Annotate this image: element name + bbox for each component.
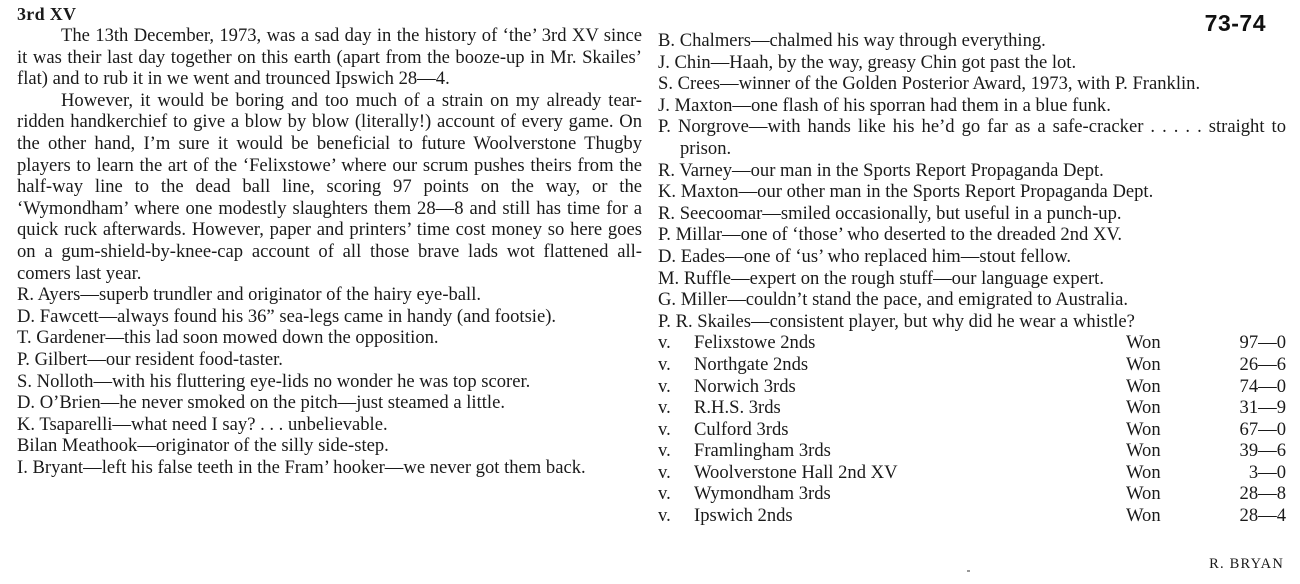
player-entry: P. Norgrove—with hands like his he’d go far as a safe-cracker . . . . . straight to prison. <box>658 116 1286 159</box>
match-result: Won <box>1126 375 1161 397</box>
result-row <box>658 462 1286 484</box>
versus-label: v. <box>658 375 671 397</box>
player-entry: K. Tsaparelli—what need I say? . . . unbelievable. <box>17 413 388 435</box>
match-score: 28—4 <box>1239 505 1286 527</box>
player-entry: B. Chalmers—chalmed his way through everything. <box>658 30 1046 51</box>
match-score: 39—6 <box>1239 440 1286 462</box>
player-entry: D. Fawcett—always found his 36” sea-legs came in handy (and footsie). <box>17 305 557 327</box>
match-score: 3—0 <box>1248 461 1286 483</box>
player-entry: D. O’Brien—he never smoked on the pitch—just steamed a little. <box>17 392 505 414</box>
player-entry: R. Ayers—superb trundler and originator of the hairy eye-ball. <box>17 284 482 306</box>
match-score: 28—8 <box>1239 483 1286 505</box>
match-result: Won <box>1126 418 1161 440</box>
result-row <box>658 354 1286 376</box>
match-score: 26—6 <box>1239 353 1286 375</box>
player-entry: R. Seecoomar—smiled occasionally, but useful in a punch-up. <box>658 202 1122 224</box>
player-entry: G. Miller—couldn’t stand the pace, and emigrated to Australia. <box>658 289 1129 311</box>
versus-label: v. <box>658 461 671 483</box>
season-tag: 73-74 <box>1204 10 1266 36</box>
match-result: Won <box>1126 397 1161 419</box>
player-entry: P. Gilbert—our resident food-taster. <box>17 348 283 370</box>
match-result: Won <box>1126 353 1161 375</box>
opponent-name: Northgate 2nds <box>694 353 809 375</box>
match-result: Won <box>1126 461 1161 483</box>
versus-label: v. <box>658 505 671 527</box>
player-entry: Bilan Meathook—originator of the silly side-step. <box>17 435 389 457</box>
player-entry: I. Bryant—left his false teeth in the Fram’ hooker—we never got them back. <box>17 456 586 478</box>
opponent-name: Culford 3rds <box>694 418 789 440</box>
result-row <box>658 419 1286 441</box>
right-column <box>658 30 1286 527</box>
left-column <box>17 0 642 478</box>
player-entry: K. Maxton—our other man in the Sports Report Propaganda Dept. <box>658 181 1154 203</box>
match-score: 67—0 <box>1239 418 1286 440</box>
player-entry: J. Maxton—one flash of his sporran had them in a blue funk. <box>658 94 1111 116</box>
results-table <box>658 332 1286 526</box>
print-speck <box>967 570 970 572</box>
player-entry: J. Chin—Haah, by the way, greasy Chin got past the lot. <box>658 51 1077 73</box>
result-row <box>658 332 1286 354</box>
versus-label: v. <box>658 418 671 440</box>
result-row <box>658 483 1286 505</box>
match-result: Won <box>1126 332 1161 354</box>
versus-label: v. <box>658 397 671 419</box>
result-row <box>658 505 1286 527</box>
opponent-name: Framlingham 3rds <box>694 440 831 462</box>
versus-label: v. <box>658 332 671 354</box>
player-entry: T. Gardener—this lad soon mowed down the opposition. <box>17 327 439 349</box>
author-signature: R. BRYAN <box>1209 556 1284 572</box>
intro-paragraph: The 13th December, 1973, was a sad day in the history of ‘the’ 3rd XV since it was their last day together on this earth (apart from the booze-up in Mr. Skailes’ flat) and to rub it in we went and trounced Ipswich 28—4. <box>17 25 642 90</box>
result-row <box>658 397 1286 419</box>
match-score: 31—9 <box>1239 397 1286 419</box>
opponent-name: Norwich 3rds <box>694 375 796 397</box>
article-heading: 3rd XV <box>17 4 77 24</box>
versus-label: v. <box>658 353 671 375</box>
match-score: 97—0 <box>1239 332 1286 354</box>
match-result: Won <box>1126 505 1161 527</box>
player-entry: S. Nolloth—with his fluttering eye-lids no wonder he was top scorer. <box>17 370 531 392</box>
match-score: 74—0 <box>1239 375 1286 397</box>
player-entry: S. Crees—winner of the Golden Posterior Award, 1973, with P. Franklin. <box>658 73 1201 95</box>
player-entry: R. Varney—our man in the Sports Report Propaganda Dept. <box>658 159 1104 181</box>
versus-label: v. <box>658 483 671 505</box>
opponent-name: Felixstowe 2nds <box>694 332 816 354</box>
body-paragraph: However, it would be boring and too much of a strain on my already tear-ridden handkerchief to give a blow by blow (literally!) account of every game. On the other hand, I’m sure it would be beneficial to future Woolverstone Thugby players to learn the art of the ‘Felixstowe’ where our scrum pushes theirs from the half-way line to the dead ball line, scoring 97 points on the way, or the ‘Wymondham’ where one modestly slaughters them 28—8 and still has time for a quick ruck afterwards. However, paper and printers’ time cost money so here goes on a gum-shield-by-knee-cap account of all those brave lads wot flattened all-comers last year. <box>17 89 642 284</box>
player-entry: M. Ruffle—expert on the rough stuff—our language expert. <box>658 267 1104 289</box>
player-entry: D. Eades—one of ‘us’ who replaced him—stout fellow. <box>658 245 1072 267</box>
player-entry: P. R. Skailes—consistent player, but why did he wear a whistle? <box>658 310 1135 332</box>
result-row <box>658 440 1286 462</box>
versus-label: v. <box>658 440 671 462</box>
opponent-name: Ipswich 2nds <box>694 505 793 527</box>
result-row <box>658 376 1286 398</box>
opponent-name: R.H.S. 3rds <box>694 397 781 419</box>
opponent-name: Wymondham 3rds <box>694 483 831 505</box>
player-entry: P. Millar—one of ‘those’ who deserted to the dreaded 2nd XV. <box>658 224 1123 246</box>
match-result: Won <box>1126 440 1161 462</box>
opponent-name: Woolverstone Hall 2nd XV <box>694 461 898 483</box>
match-result: Won <box>1126 483 1161 505</box>
